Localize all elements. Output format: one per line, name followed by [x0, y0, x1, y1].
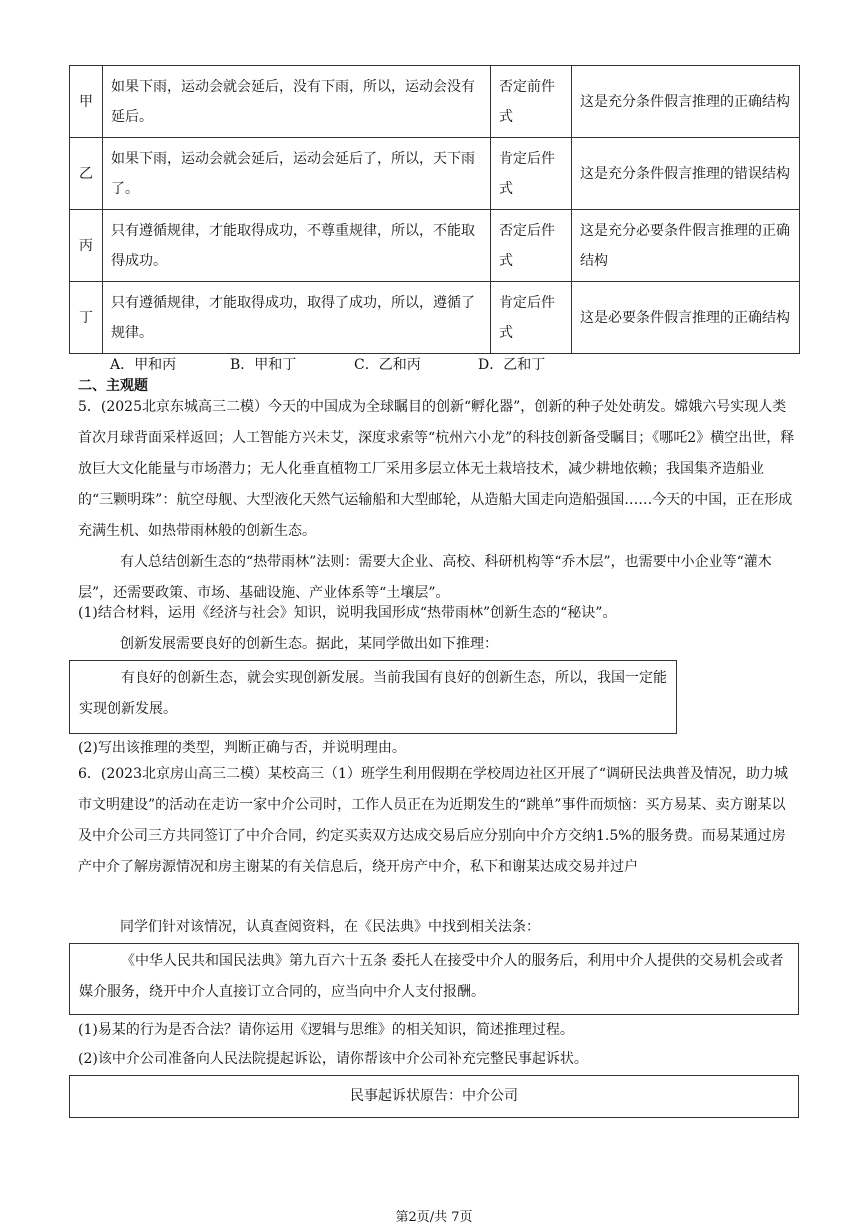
row-example: 如果下雨，运动会就会延后，没有下雨，所以，运动会没有延后。	[103, 66, 491, 138]
q5-material-2: 有人总结创新生态的“热带雨林”法则：需要大企业、高校、科研机构等“乔木层”，也需要中小企业等“灌木层”，还需要政策、市场、基础设施、产业体系等“土壤层”。	[78, 554, 772, 601]
q6-intro: 同学们针对该情况，认真查阅资料，在《民法典》中找到相关法条：	[120, 919, 540, 935]
row-judgment: 这是必要条件假言推理的正确结构	[572, 282, 800, 354]
q6-complaint-box	[69, 1075, 799, 1118]
row-label: 丁	[70, 282, 103, 354]
q5-subquestion-2: (2)写出该推理的类型，判断正确与否，并说明理由。	[78, 740, 406, 756]
q5-intro: 创新发展需要良好的创新生态。据此，某同学做出如下推理：	[120, 636, 498, 652]
q6-subquestion-1: (1)易某的行为是否合法？请你运用《逻辑与思维》的相关知识，简述推理过程。	[78, 1022, 574, 1038]
q6-subquestion-2: (2)该中介公司准备向人民法院提起诉讼，请你帮该中介公司补充完整民事起诉状。	[78, 1051, 588, 1067]
q5-reasoning-text: 有良好的创新生态，就会实现创新发展。当前我国有良好的创新生态，所以，我国一定能实现创新发展。	[79, 670, 667, 717]
row-form: 肯定后件式	[491, 138, 572, 210]
option-d: D．乙和丁	[478, 357, 546, 373]
q6-material: 6．(2023北京房山高三二模）某校高三（1）班学生利用假期在学校周边社区开展了“调研民法典普及情况，助力城市文明建设”的活动在走访一家中介公司时，工作人员正在为近期发生的“跳单”事件而烦恼：买方易某、卖方谢某以及中介公司三方共同签订了中介合同，约定买卖双方达成交易后应分别向中介方交纳1.5%的服务费。而易某通过房产中介了解房源情况和房主谢某的有关信息后，绕开房产中介，私下和谢某达成交易并过户	[78, 766, 789, 875]
q6-law-text: 《中华人民共和国民法典》第九百六十五条 委托人在接受中介人的服务后，利用中介人提供的交易机会或者媒介服务，绕开中介人直接订立合同的，应当向中介人支付报酬。	[79, 953, 784, 1000]
row-example: 只有遵循规律，才能取得成功，不尊重规律，所以，不能取得成功。	[103, 210, 491, 282]
table-row	[70, 66, 800, 138]
table-row	[70, 210, 800, 282]
row-form: 否定前件式	[491, 66, 572, 138]
page-footer: 第2页/共 7页	[395, 1210, 473, 1225]
option-a: A．甲和丙	[110, 357, 177, 373]
row-label: 乙	[70, 138, 103, 210]
table-row	[70, 138, 800, 210]
q5-reasoning-box	[69, 660, 677, 734]
q5-subquestion-1: (1)结合材料，运用《经济与社会》知识，说明我国形成“热带雨林”创新生态的“秘诀”。	[78, 605, 617, 621]
q6-complaint-text: 民事起诉状原告：中介公司	[350, 1088, 518, 1104]
q5-material: 5．(2025北京东城高三二模）今天的中国成为全球瞩目的创新“孵化器”，创新的种子处处萌发。嫦娥六号实现人类首次月球背面采样返回；人工智能方兴未艾，深度求索等“杭州六小龙”的科技创新备受瞩目；《哪吒2》横空出世，释放巨大文化能量与市场潜力；无人化垂直植物工厂采用多层立体无土栽培技术，减少耕地依赖；我国集齐造船业的“三颗明珠”：航空母舰、大型液化天然气运输船和大型邮轮，从造船大国走向造船强国……今天的中国，正在形成充满生机、如热带雨林般的创新生态。	[78, 399, 795, 539]
row-form: 否定后件式	[491, 210, 572, 282]
row-judgment: 这是充分必要条件假言推理的正确结构	[572, 210, 800, 282]
row-label: 甲	[70, 66, 103, 138]
row-judgment: 这是充分条件假言推理的正确结构	[572, 66, 800, 138]
row-example: 如果下雨，运动会就会延后，运动会延后了，所以，天下雨了。	[103, 138, 491, 210]
table-row	[70, 282, 800, 354]
row-judgment: 这是充分条件假言推理的错误结构	[572, 138, 800, 210]
row-label: 丙	[70, 210, 103, 282]
q6-law-box	[69, 943, 799, 1015]
section-title: 二、主观题	[78, 378, 148, 394]
option-c: C．乙和丙	[354, 357, 421, 373]
reasoning-table	[69, 65, 800, 354]
option-b: B．甲和丁	[230, 357, 297, 373]
row-form: 肯定后件式	[491, 282, 572, 354]
row-example: 只有遵循规律，才能取得成功，取得了成功，所以，遵循了规律。	[103, 282, 491, 354]
